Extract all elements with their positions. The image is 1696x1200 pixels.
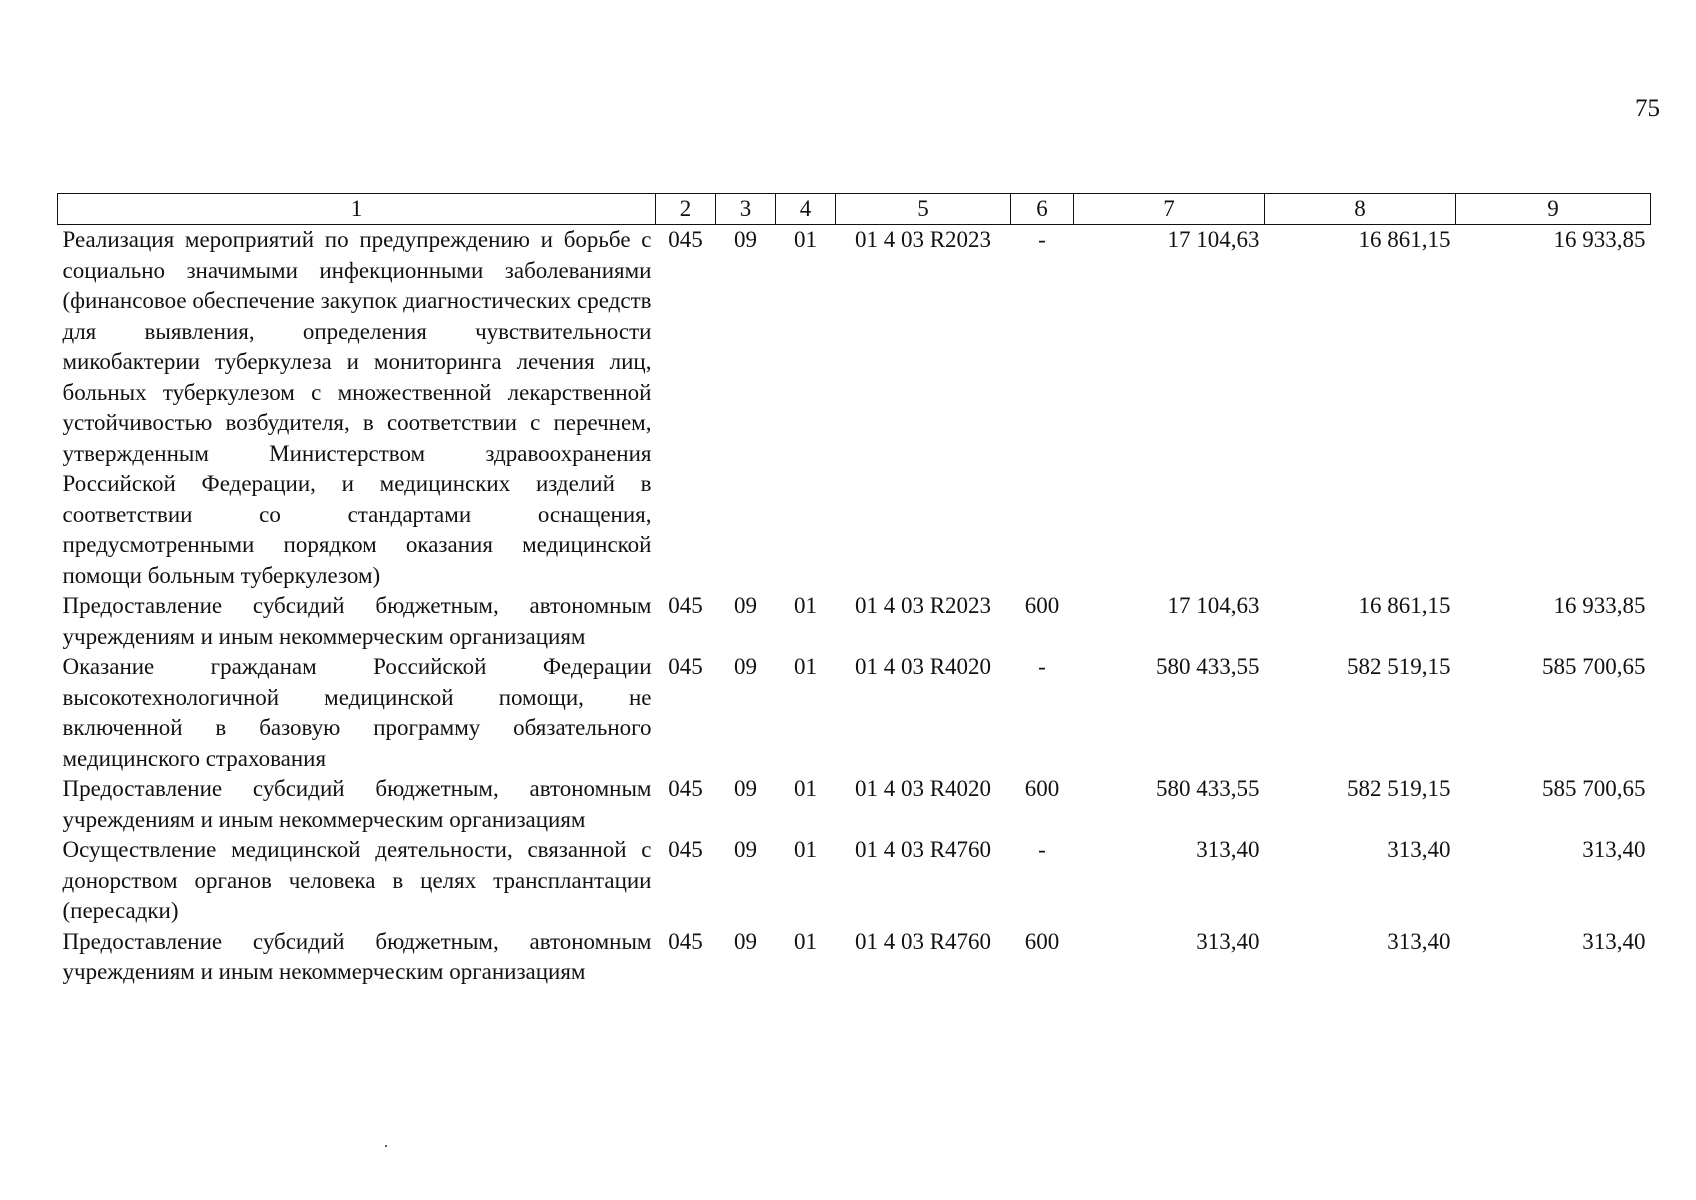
row-admin-code: 045 xyxy=(668,654,703,679)
row-amount-col7: 17 104,63 xyxy=(1167,593,1260,618)
row-subsection: 01 xyxy=(794,928,817,954)
row-name: Осуществление медицинской деятельности, связанной с донорством органов человека в целях трансплантации (пересадки) xyxy=(62,837,652,923)
row-amount-col8: 313,40 xyxy=(1387,928,1451,954)
header-cell-4: 4 xyxy=(776,194,836,225)
header-cell-3: 3 xyxy=(716,194,776,225)
row-target-code: 01 4 03 R4020 xyxy=(854,776,992,801)
row-section: 09 xyxy=(734,928,757,954)
row-subsection: 01 xyxy=(794,654,817,679)
row-name: Предоставление субсидий бюджетным, автономным учреждениям и иным некоммерческим организациям xyxy=(62,776,652,832)
table-row xyxy=(58,591,1651,652)
scan-speck xyxy=(385,1145,387,1147)
table-row xyxy=(58,927,1651,988)
header-cell-6: 6 xyxy=(1011,194,1074,225)
row-amount-col7: 580 433,55 xyxy=(1156,776,1260,801)
budget-table xyxy=(57,193,1651,988)
row-expense-type: - xyxy=(1038,837,1046,862)
row-name: Предоставление субсидий бюджетным, автономным учреждениям и иным некоммерческим организациям xyxy=(62,928,652,984)
row-amount-col9: 313,40 xyxy=(1582,928,1646,954)
row-section: 09 xyxy=(734,654,757,679)
row-admin-code: 045 xyxy=(668,227,703,252)
row-amount-col8: 313,40 xyxy=(1387,837,1451,862)
page-number: 75 xyxy=(1635,95,1660,122)
row-expense-type: - xyxy=(1038,227,1046,252)
header-cell-5: 5 xyxy=(836,194,1011,225)
header-cell-1: 1 xyxy=(58,194,656,225)
table-row xyxy=(58,225,1651,592)
row-amount-col7: 313,40 xyxy=(1196,928,1260,954)
header-cell-7: 7 xyxy=(1074,194,1265,225)
row-section: 09 xyxy=(734,227,757,252)
row-expense-type: 600 xyxy=(1024,593,1060,618)
row-target-code: 01 4 03 R4760 xyxy=(854,928,992,954)
row-subsection: 01 xyxy=(794,227,817,252)
row-section: 09 xyxy=(734,837,757,862)
row-amount-col9: 16 933,85 xyxy=(1553,227,1646,252)
row-expense-type: 600 xyxy=(1024,776,1060,801)
row-amount-col8: 16 861,15 xyxy=(1358,593,1451,618)
header-cell-9: 9 xyxy=(1456,194,1651,225)
row-amount-col9: 585 700,65 xyxy=(1542,654,1646,679)
row-target-code: 01 4 03 R4020 xyxy=(854,654,992,679)
row-subsection: 01 xyxy=(794,776,817,801)
row-target-code: 01 4 03 R4760 xyxy=(854,837,992,862)
table-row xyxy=(58,774,1651,835)
header-cell-8: 8 xyxy=(1265,194,1456,225)
header-cell-2: 2 xyxy=(656,194,716,225)
row-expense-type: - xyxy=(1038,654,1046,679)
row-admin-code: 045 xyxy=(668,928,703,954)
row-amount-col9: 585 700,65 xyxy=(1542,776,1646,801)
row-admin-code: 045 xyxy=(668,837,703,862)
row-subsection: 01 xyxy=(794,593,817,618)
row-expense-type: 600 xyxy=(1024,928,1060,954)
row-admin-code: 045 xyxy=(668,593,703,618)
row-target-code: 01 4 03 R2023 xyxy=(854,593,992,618)
row-amount-col8: 582 519,15 xyxy=(1347,654,1451,679)
row-amount-col9: 313,40 xyxy=(1582,837,1646,862)
row-amount-col7: 580 433,55 xyxy=(1156,654,1260,679)
row-name: Предоставление субсидий бюджетным, автономным учреждениям и иным некоммерческим организациям xyxy=(62,593,652,649)
row-name: Оказание гражданам Российской Федерации высокотехнологичной медицинской помощи, не включенной в базовую программу обязательного медицинского страхования xyxy=(62,654,652,771)
row-subsection: 01 xyxy=(794,837,817,862)
row-amount-col7: 313,40 xyxy=(1196,837,1260,862)
table-row xyxy=(58,652,1651,774)
row-amount-col8: 582 519,15 xyxy=(1347,776,1451,801)
row-amount-col8: 16 861,15 xyxy=(1358,227,1451,252)
header-row xyxy=(58,194,1651,225)
row-target-code: 01 4 03 R2023 xyxy=(854,227,992,252)
row-name: Реализация мероприятий по предупреждению и борьбе с социально значимыми инфекционными заболеваниями (финансовое обеспечение закупок диагностических средств для выявления, определения чувствительности микобактерии туберкулеза и мониторинга лечения лиц, больных туберкулезом с множественной лекарственной устойчивостью возбудителя, в соответствии с перечнем, утвержденным Министерством здравоохранения Российской Федерации, и медицинских изделий в соответствии со стандартами оснащения, предусмотренными порядком оказания медицинской помощи больным туберкулезом) xyxy=(62,227,652,588)
row-amount-col9: 16 933,85 xyxy=(1553,593,1646,618)
table-row xyxy=(58,835,1651,927)
row-section: 09 xyxy=(734,776,757,801)
row-amount-col7: 17 104,63 xyxy=(1167,227,1260,252)
row-section: 09 xyxy=(734,593,757,618)
row-admin-code: 045 xyxy=(668,776,703,801)
